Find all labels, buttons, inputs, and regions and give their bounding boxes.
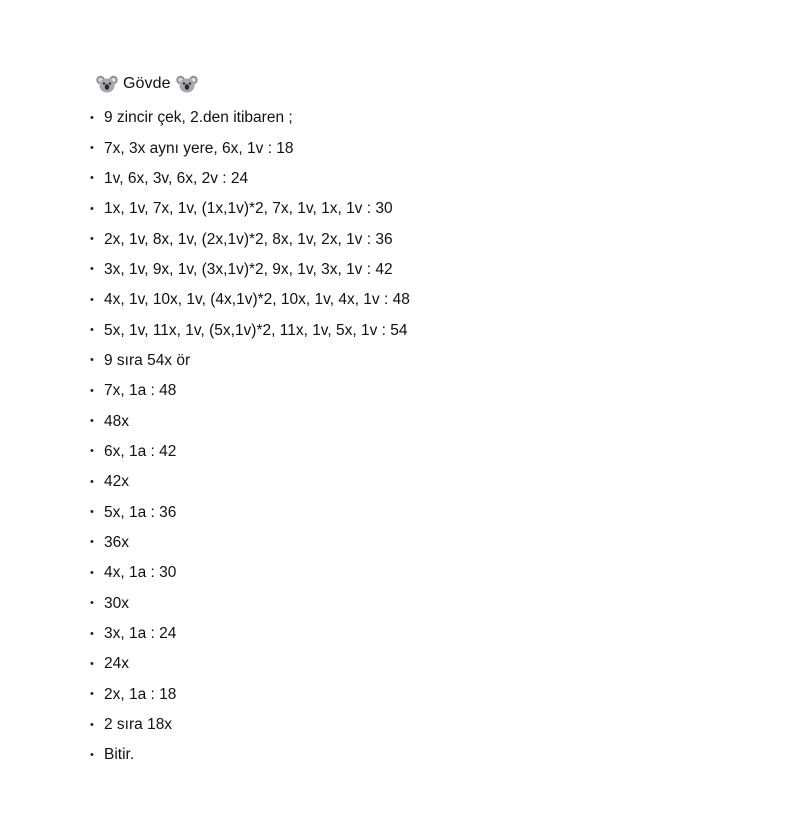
bullet: • xyxy=(90,111,94,124)
list-item xyxy=(90,346,410,376)
list-item-text: 5x, 1v, 11x, 1v, (5x,1v)*2, 11x, 1v, 5x, 1v : 54 xyxy=(104,321,408,339)
list-item xyxy=(90,437,410,467)
bullet: • xyxy=(90,627,94,640)
list-item-text: 9 zincir çek, 2.den itibaren ; xyxy=(104,109,293,127)
list-item xyxy=(90,255,410,285)
list-item xyxy=(90,406,410,436)
bullet: • xyxy=(90,506,94,519)
instruction-list xyxy=(90,103,410,771)
list-item xyxy=(90,467,410,497)
list-item-text: 30x xyxy=(104,594,129,612)
koala-icon xyxy=(176,74,198,94)
bullet: • xyxy=(90,263,94,276)
list-item-text: 7x, 1a : 48 xyxy=(104,382,177,400)
list-item xyxy=(90,315,410,345)
list-item xyxy=(90,164,410,194)
bullet: • xyxy=(90,657,94,670)
bullet: • xyxy=(90,475,94,488)
list-item-text: 24x xyxy=(104,655,129,673)
list-item-text: 42x xyxy=(104,473,129,491)
bullet: • xyxy=(90,202,94,215)
bullet: • xyxy=(90,597,94,610)
list-item-text: 6x, 1a : 42 xyxy=(104,442,177,460)
bullet: • xyxy=(90,718,94,731)
list-item xyxy=(90,497,410,527)
list-item xyxy=(90,133,410,163)
list-item xyxy=(90,649,410,679)
list-item-text: 2x, 1v, 8x, 1v, (2x,1v)*2, 8x, 1v, 2x, 1v : 36 xyxy=(104,230,393,248)
bullet: • xyxy=(90,415,94,428)
list-item xyxy=(90,528,410,558)
list-item xyxy=(90,285,410,315)
bullet: • xyxy=(90,354,94,367)
section-heading xyxy=(96,72,198,96)
list-item-text: 4x, 1a : 30 xyxy=(104,564,177,582)
list-item xyxy=(90,194,410,224)
list-item-text: 3x, 1v, 9x, 1v, (3x,1v)*2, 9x, 1v, 3x, 1v : 42 xyxy=(104,260,393,278)
list-item-text: 1x, 1v, 7x, 1v, (1x,1v)*2, 7x, 1v, 1x, 1v : 30 xyxy=(104,200,393,218)
bullet: • xyxy=(90,688,94,701)
list-item xyxy=(90,740,410,770)
list-item-text: 5x, 1a : 36 xyxy=(104,503,177,521)
list-item-text: 3x, 1a : 24 xyxy=(104,625,177,643)
bullet: • xyxy=(90,172,94,185)
page-title: Gövde xyxy=(123,75,171,92)
list-item xyxy=(90,680,410,710)
bullet: • xyxy=(90,384,94,397)
list-item-text: 4x, 1v, 10x, 1v, (4x,1v)*2, 10x, 1v, 4x, 1v : 48 xyxy=(104,291,410,309)
list-item xyxy=(90,589,410,619)
list-item-text: 2 sıra 18x xyxy=(104,716,173,734)
bullet: • xyxy=(90,293,94,306)
list-item-text: 2x, 1a : 18 xyxy=(104,685,177,703)
list-item xyxy=(90,619,410,649)
list-item xyxy=(90,558,410,588)
list-item-text: 1v, 6x, 3v, 6x, 2v : 24 xyxy=(104,169,249,187)
list-item-text: Bitir. xyxy=(104,746,135,764)
bullet: • xyxy=(90,748,94,761)
list-item xyxy=(90,710,410,740)
bullet: • xyxy=(90,445,94,458)
list-item-text: 48x xyxy=(104,412,129,430)
list-item-text: 36x xyxy=(104,533,129,551)
bullet: • xyxy=(90,142,94,155)
list-item-text: 9 sıra 54x ör xyxy=(104,351,191,369)
list-item xyxy=(90,103,410,133)
bullet: • xyxy=(90,566,94,579)
bullet: • xyxy=(90,233,94,246)
list-item xyxy=(90,376,410,406)
bullet: • xyxy=(90,324,94,337)
list-item-text: 7x, 3x aynı yere, 6x, 1v : 18 xyxy=(104,139,294,157)
list-item xyxy=(90,224,410,254)
koala-icon xyxy=(96,74,118,94)
bullet: • xyxy=(90,536,94,549)
